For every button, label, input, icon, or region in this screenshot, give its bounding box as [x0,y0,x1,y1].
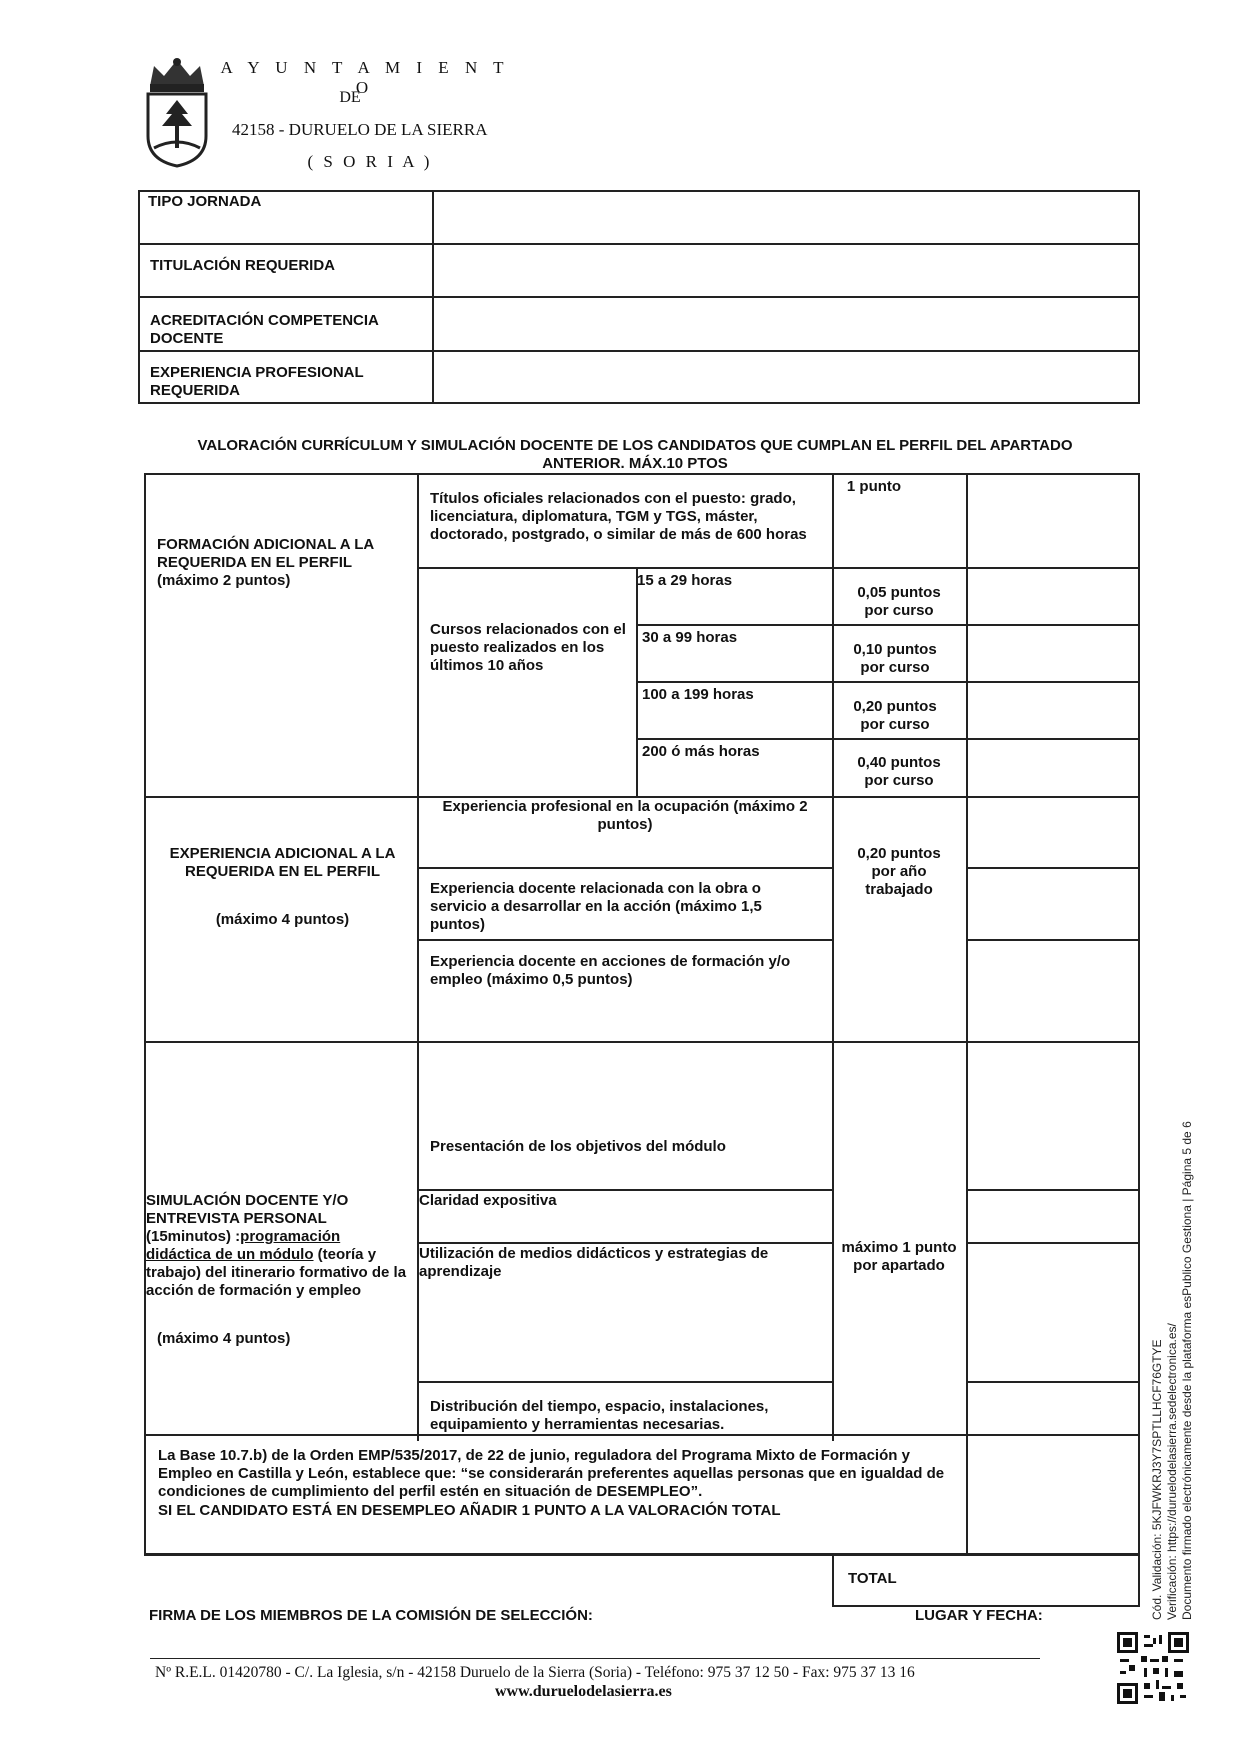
simulacion-item: Presentación de los objetivos del módulo [430,1138,726,1155]
formacion-label: FORMACIÓN ADICIONAL A LA REQUERIDA EN EL PERFIL (máximo 2 puntos) [157,536,375,589]
footer-address: Nº R.E.L. 01420780 - C/. La Iglesia, s/n - 42158 Duruelo de la Sierra (Soria) - Teléfono: 975 37 12 50 - Fax: 975 37 13 16 [155,1664,915,1681]
simulacion-label: SIMULACIÓN DOCENTE Y/O ENTREVISTA PERSONAL (15minutos) :programación didáctica de un módulo (teoría y trabajo) del itinerario formativo de la acción de formación y empleo [146,1192,407,1299]
simulacion-item: Distribución del tiempo, espacio, instalaciones, equipamiento y herramientas necesarias. [430,1398,769,1433]
range-points: 0,40 puntos por curso [857,754,941,789]
perfil-titulacion: TITULACIÓN REQUERIDA [150,257,335,274]
formacion-titulos-points: 1 punto [846,478,902,495]
firma-comision: FIRMA DE LOS MIEMBROS DE LA COMISIÓN DE SELECCIÓN: [149,1607,593,1624]
range-hours: 100 a 199 horas [642,686,754,703]
range-points: 0,05 puntos por curso [857,584,941,619]
experiencia-item: Experiencia docente en acciones de formación y/o empleo (máximo 0,5 puntos) [430,953,791,988]
experiencia-points: 0,20 puntos por año trabajado [857,845,941,898]
footer-divider [150,1658,1040,1659]
verification-text: Cód. Validación: 5KJFWKRJ3Y7SPTLLHCF76GTYE Verificación: https://duruelodelasierra.sedelectronica.es/ Documento firmado electrónicamente desde la plataforma esPublico Gestiona | Página 5 de 6 [1150,1121,1194,1620]
total-label: TOTAL [848,1570,897,1587]
qr-code[interactable] [1117,1632,1189,1704]
formacion-cursos: Cursos relacionados con el puesto realizados en los últimos 10 años [430,621,626,674]
simulacion-item: Utilización de medios didácticos y estrategias de aprendizaje [419,1245,769,1280]
experiencia-item: Experiencia profesional en la ocupación (máximo 2 puntos) [442,798,808,833]
range-points: 0,10 puntos por curso [853,641,937,676]
perfil-tipo-jornada: TIPO JORNADA [148,193,262,210]
perfil-acreditacion: ACREDITACIÓN COMPETENCIA DOCENTE [150,312,379,347]
simulacion-points: máximo 1 punto por apartado [841,1239,957,1274]
simulacion-item: Claridad expositiva [419,1192,557,1209]
perfil-experiencia: EXPERIENCIA PROFESIONAL REQUERIDA [150,364,364,399]
experiencia-label: EXPERIENCIA ADICIONAL A LA REQUERIDA EN EL PERFIL [169,845,396,880]
header-municipality: 42158 - DURUELO DE LA SIERRA [232,120,488,139]
simulacion-max: (máximo 4 puntos) [157,1330,291,1347]
desempleo-text: La Base 10.7.b) de la Orden EMP/535/2017, de 22 de junio, reguladora del Programa Mixto de Formación y Empleo en Castilla y León, establece que: “se considerarán preferentes aquellas personas que en igualdad de condiciones de cumplimiento del perfil estén en situación de DESEMPLEO”. [158,1447,945,1500]
valoracion-title: VALORACIÓN CURRÍCULUM Y SIMULACIÓN DOCENTE DE LOS CANDIDATOS QUE CUMPLAN EL PERFIL DEL APARTADO ANTERIOR. MÁX.10 PTOS [197,437,1073,472]
header-province: ( S O R I A ) [307,152,433,171]
desempleo-extra: SI EL CANDIDATO ESTÁ EN DESEMPLEO AÑADIR 1 PUNTO A LA VALORACIÓN TOTAL [158,1502,781,1519]
header-title: A Y U N T A M I E N T O [220,58,510,97]
range-points: 0,20 puntos por curso [853,698,937,733]
range-hours: 200 ó más horas [642,743,760,760]
municipal-crest [144,56,210,168]
formacion-titulos: Títulos oficiales relacionados con el puesto: grado, licenciatura, diplomatura, TGM y TGS, máster, doctorado, postgrado, o similar de más de 600 horas [430,490,807,543]
experiencia-max: (máximo 4 puntos) [215,911,350,928]
experiencia-item: Experiencia docente relacionada con la obra o servicio a desarrollar en la acción (máximo 1,5 puntos) [430,880,762,933]
firma-lugar-fecha: LUGAR Y FECHA: [915,1607,1043,1624]
range-hours: 30 a 99 horas [642,629,738,646]
footer-web: www.duruelodelasierra.es [495,1683,672,1700]
header-de: DE [339,89,361,106]
range-hours: 15 a 29 horas [637,572,733,589]
